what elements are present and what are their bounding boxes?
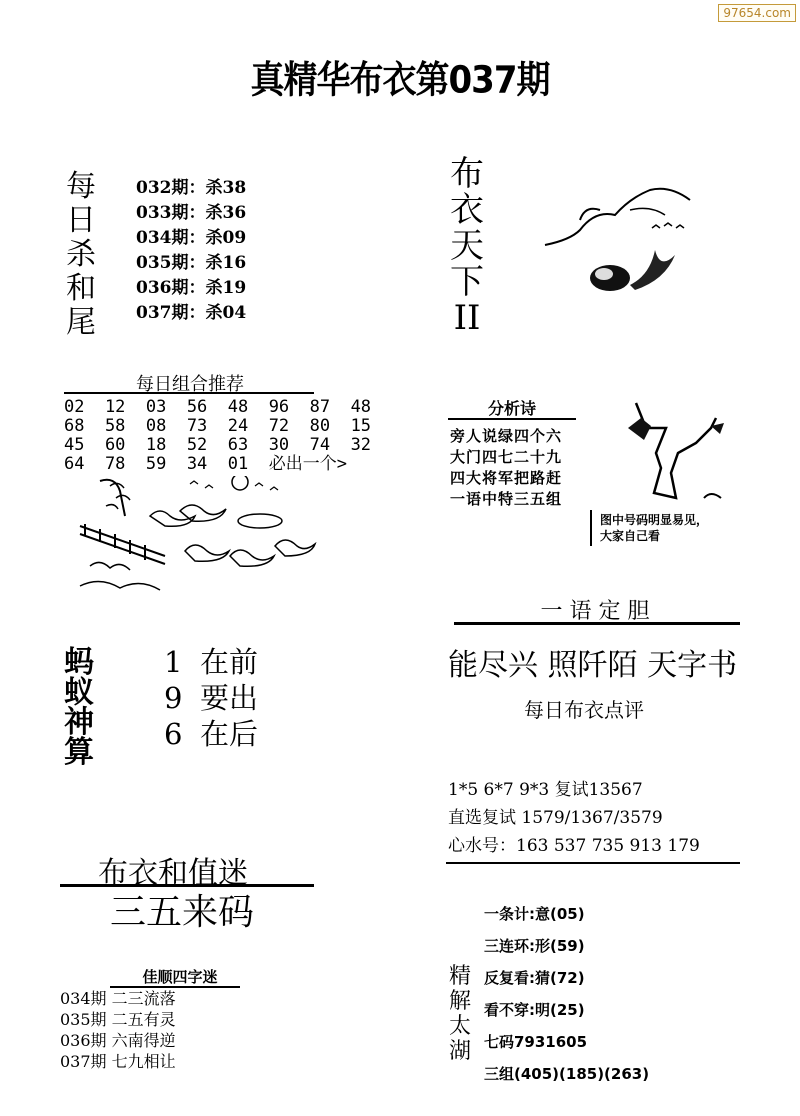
list-item: 032期：杀38	[136, 178, 247, 198]
daily-kill-list	[136, 176, 246, 326]
poem-title: 分析诗	[487, 399, 536, 418]
divider	[448, 418, 576, 420]
poem-line: 旁人说绿四个六	[450, 427, 563, 445]
ant-text: 要出	[200, 681, 259, 715]
label-char: 湖	[448, 1039, 471, 1064]
label-char: 日	[66, 203, 96, 238]
table-row: 45 60 18 52 63 30 74 32	[64, 435, 372, 455]
page-title: 真精华布衣第037期	[250, 58, 550, 103]
four-char-title: 佳顺四字迷	[142, 968, 218, 986]
list-item	[164, 716, 258, 752]
list-item	[164, 644, 258, 680]
jingjie-label	[446, 964, 474, 1064]
label-char: 解	[448, 989, 471, 1014]
list-item: 1*5 6*7 9*3 复试13567	[448, 780, 643, 800]
label-char: 布	[450, 154, 484, 194]
ant-text: 在后	[200, 717, 259, 751]
divider	[446, 862, 740, 864]
list-item: 七码7931605	[484, 1033, 588, 1051]
landscape-drawing	[540, 170, 720, 310]
table-row: 02 12 03 56 48 96 87 48	[64, 397, 372, 417]
poem-line: 大门四七二十九	[450, 448, 563, 466]
label-char: 杀	[66, 237, 96, 272]
divider	[590, 510, 592, 546]
four-char-list	[60, 988, 176, 1072]
list-item: 三连环:形(59)	[484, 937, 585, 955]
review-title: 每日布衣点评	[524, 698, 644, 722]
ant-label	[62, 645, 96, 770]
pond-drawing	[70, 476, 320, 596]
note-line: 图中号码明显易见，	[600, 513, 709, 527]
poem-lines	[450, 426, 562, 510]
label-char: II	[453, 298, 481, 338]
list-item: 直选复试 1579/1367/3579	[448, 808, 663, 828]
label-char: 下	[450, 262, 484, 302]
figure-drawing	[616, 398, 736, 503]
watermark: 97654.com	[718, 4, 796, 22]
daily-kill-label	[64, 170, 98, 340]
list-item: 心水号：163 537 735 913 179	[448, 836, 700, 856]
divider	[454, 622, 740, 625]
yiyu-title: 一 语 定 胆	[540, 599, 650, 624]
note-line: 大家自己看	[600, 529, 661, 543]
combo-numbers	[64, 398, 371, 474]
review-lines	[448, 776, 700, 860]
divider	[64, 392, 314, 394]
list-item: 034期 二三流落	[60, 989, 176, 1008]
jingjie-list	[484, 898, 649, 1090]
table-row: 64 78 59 34 01 必出一个>	[64, 454, 347, 474]
poem-line: 四大将军把路赶	[450, 469, 563, 487]
label-char: 精	[448, 964, 471, 989]
ant-num: 1	[164, 645, 183, 679]
list-item: 反复看:猜(72)	[484, 969, 585, 987]
combo-title: 每日组合推荐	[136, 374, 244, 395]
list-item: 看不穿:明(25)	[484, 1001, 585, 1019]
label-char: 算	[64, 735, 94, 770]
label-char: 天	[450, 226, 484, 266]
list-item: 034期：杀09	[136, 228, 247, 248]
list-item	[164, 680, 258, 716]
list-item: 037期：杀04	[136, 303, 247, 323]
label-char: 和	[66, 271, 96, 306]
list-item: 036期：杀19	[136, 278, 247, 298]
poem-note	[600, 512, 708, 544]
buyi-tianxia-label	[450, 156, 484, 336]
label-char: 蚁	[64, 675, 94, 710]
list-item: 036期 六南得逆	[60, 1031, 176, 1050]
list-item: 033期：杀36	[136, 203, 247, 223]
list-item: 037期 七九相让	[60, 1052, 176, 1071]
label-char: 每	[66, 169, 96, 204]
list-item: 035期：杀16	[136, 253, 247, 273]
poem-line: 一语中特三五组	[450, 490, 563, 508]
label-char: 衣	[450, 190, 484, 230]
label-char: 太	[448, 1014, 471, 1039]
label-char: 神	[64, 705, 94, 740]
label-char: 蚂	[64, 645, 94, 680]
list-item: 一条计:意(05)	[484, 905, 585, 923]
heji-text: 三五来码	[110, 892, 255, 933]
table-row: 68 58 08 73 24 72 80 15	[64, 416, 372, 436]
ant-num: 9	[164, 681, 183, 715]
ant-text: 在前	[200, 645, 259, 679]
list-item: 035期 二五有灵	[60, 1010, 176, 1029]
list-item: 三组(405)(185)(263)	[484, 1065, 650, 1083]
label-char: 尾	[66, 305, 96, 340]
ant-rows	[164, 644, 258, 752]
ant-num: 6	[164, 717, 183, 751]
heji-title: 布衣和值迷	[98, 856, 248, 891]
yiyu-text: 能尽兴 照阡陌 天字书	[448, 648, 738, 683]
